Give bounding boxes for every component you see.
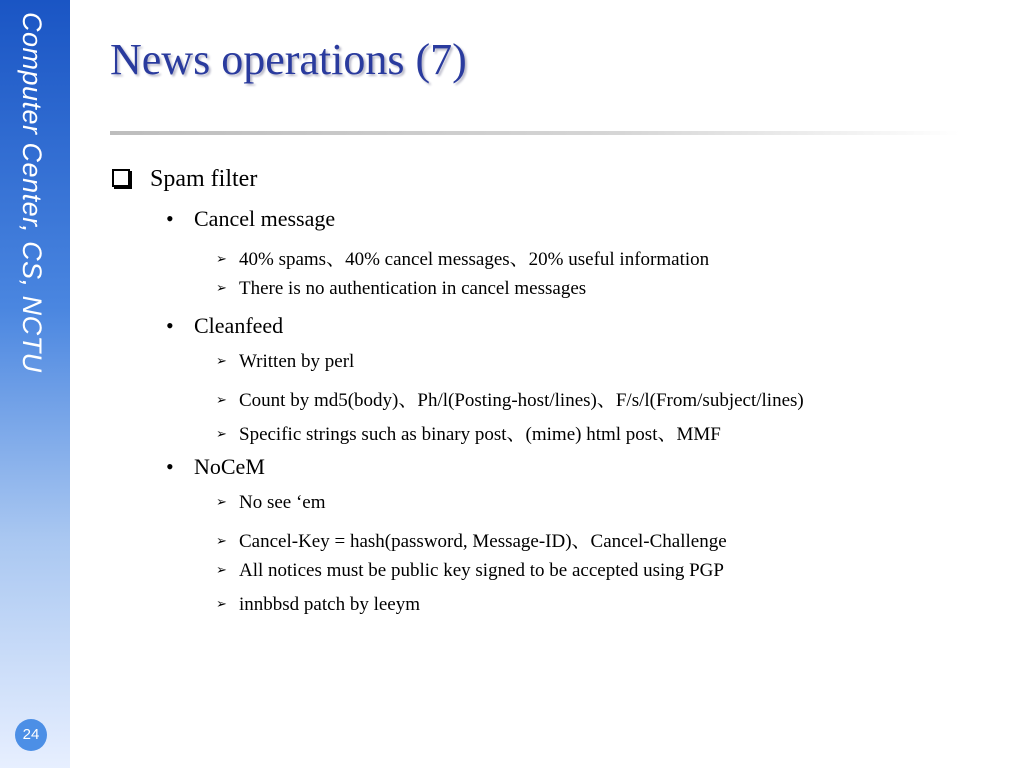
list-item-label: Cleanfeed bbox=[194, 313, 284, 338]
bullet-icon: • bbox=[166, 206, 174, 231]
sidebar-label: Computer Center, CS, NCTU bbox=[17, 12, 47, 373]
sub-item-text: 40% spams、40% cancel messages、20% useful information bbox=[239, 249, 710, 270]
bullet-icon: • bbox=[166, 454, 174, 479]
arrow-bullet-icon: ➢ bbox=[216, 563, 227, 578]
list-item-label: NoCeM bbox=[194, 454, 265, 479]
sub-item-text: There is no authentication in cancel messages bbox=[239, 278, 587, 299]
arrow-bullet-icon: ➢ bbox=[216, 252, 227, 267]
sub-item bbox=[216, 526, 727, 553]
sub-item bbox=[216, 419, 721, 446]
sub-item bbox=[216, 385, 804, 412]
arrow-bullet-icon: ➢ bbox=[216, 393, 227, 408]
slide-title: News operations (7) bbox=[110, 35, 467, 84]
sub-item bbox=[216, 278, 586, 300]
page-number-badge: 24 bbox=[15, 719, 47, 751]
arrow-bullet-icon: ➢ bbox=[216, 534, 227, 549]
sub-item-text: Written by perl bbox=[239, 351, 355, 372]
arrow-bullet-icon: ➢ bbox=[216, 354, 227, 369]
list-item-cleanfeed bbox=[166, 313, 283, 339]
sub-item bbox=[216, 351, 354, 373]
arrow-bullet-icon: ➢ bbox=[216, 597, 227, 612]
sub-item-text: Count by md5(body)、Ph/l(Posting-host/lines)、F/s/l(From/subject/lines) bbox=[239, 390, 804, 411]
list-item-label: Cancel message bbox=[194, 206, 336, 231]
arrow-bullet-icon: ➢ bbox=[216, 281, 227, 296]
sub-item bbox=[216, 560, 724, 582]
sub-item bbox=[216, 594, 420, 616]
section-label: Spam filter bbox=[150, 166, 258, 192]
square-checkbox-icon bbox=[112, 169, 130, 187]
sub-item bbox=[216, 244, 709, 271]
list-item-cancel-message bbox=[166, 206, 335, 232]
sub-item bbox=[216, 492, 326, 514]
arrow-bullet-icon: ➢ bbox=[216, 427, 227, 442]
list-item-nocem bbox=[166, 454, 265, 480]
sub-item-text: innbbsd patch by leeym bbox=[239, 594, 420, 615]
sub-item-text: Specific strings such as binary post、(mime) html post、MMF bbox=[239, 424, 721, 445]
arrow-bullet-icon: ➢ bbox=[216, 495, 227, 510]
section-heading bbox=[112, 166, 257, 193]
bullet-icon: • bbox=[166, 313, 174, 338]
sub-item-text: All notices must be public key signed to be accepted using PGP bbox=[239, 560, 724, 581]
sub-item-text: No see ‘em bbox=[239, 492, 326, 513]
sub-item-text: Cancel-Key = hash(password, Message-ID)、Cancel-Challenge bbox=[239, 531, 727, 552]
